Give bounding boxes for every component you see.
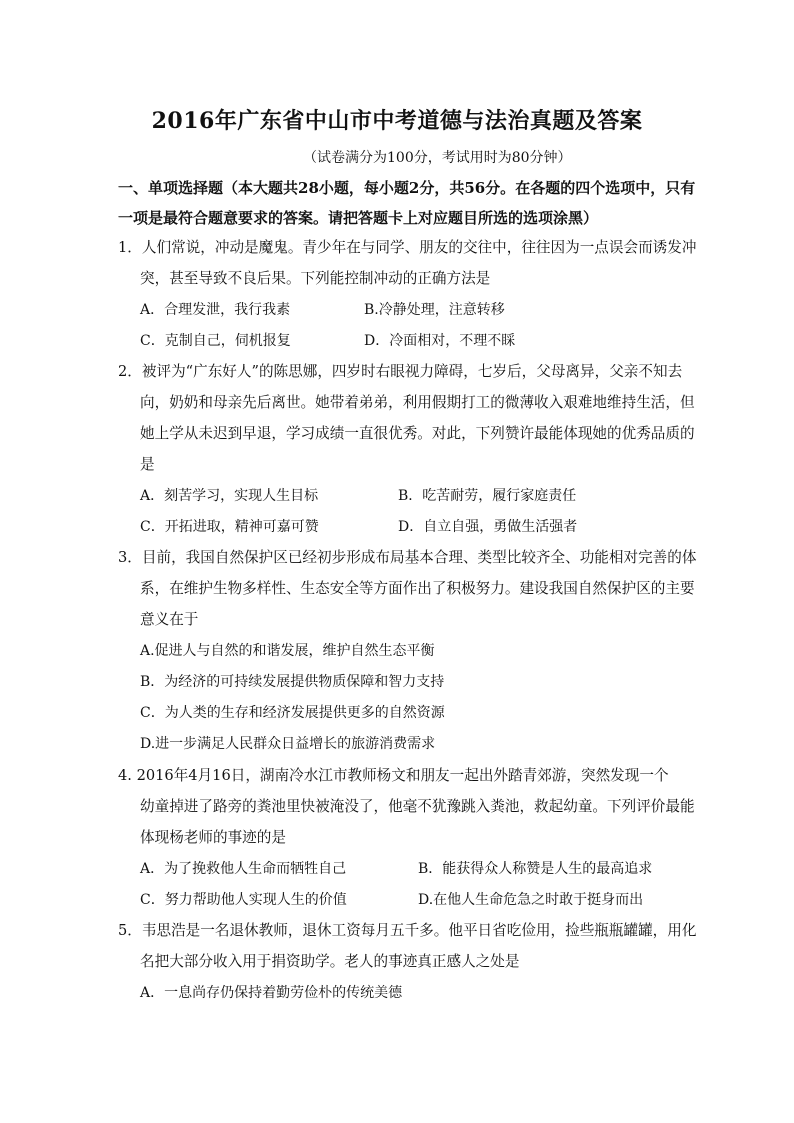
question-1-option-c: C．克制自己，伺机报复 bbox=[140, 333, 291, 349]
question-2-text: 2．被评为“广东好人”的陈思娜，四岁时右眼视力障碍，七岁后，父母离异，父亲不知去 bbox=[118, 363, 683, 380]
question-5-text: 5．韦思浩是一名退休教师，退休工资每月五千多。他平日省吃俭用，捡些瓶瓶罐罐，用化 bbox=[118, 922, 697, 939]
question-3-option-c: C．为人类的生存和经济发展提供更多的自然资源 bbox=[140, 705, 445, 721]
question-4-option-b: B．能获得众人称赞是人生的最高追求 bbox=[418, 861, 653, 877]
question-2-option-b: B．吃苦耐劳，履行家庭责任 bbox=[398, 488, 577, 504]
section-heading-line-2: 一项是最符合题意要求的答案。请把答题卡上对应题目所选的选项涂黑） bbox=[118, 209, 599, 227]
question-3-text: 3．目前，我国自然保护区已经初步形成布局基本合理、类型比较齐全、功能相对完善的体 bbox=[118, 549, 697, 566]
question-2-text: 是 bbox=[140, 456, 155, 473]
question-2-text: 向，奶奶和母亲先后离世。她带着弟弟，利用假期打工的微薄收入艰难地维持生活，但 bbox=[140, 394, 695, 411]
question-2-option-c: C．开拓进取，精神可嘉可赞 bbox=[140, 519, 319, 535]
question-1-text: 1．人们常说，冲动是魔鬼。青少年在与同学、朋友的交往中，往往因为一点误会而诱发冲 bbox=[118, 239, 697, 256]
question-4-option-a: A．为了挽救他人生命而牺牲自己 bbox=[140, 861, 347, 877]
question-1-option-d: D．冷面相对，不理不睬 bbox=[364, 333, 516, 349]
question-2-option-a: A．刻苦学习，实现人生目标 bbox=[140, 488, 319, 504]
question-3-option-b: B．为经济的可持续发展提供物质保障和智力支持 bbox=[140, 674, 445, 690]
question-1-option-b: B.冷静处理，注意转移 bbox=[364, 302, 505, 318]
question-1-text: 突，甚至导致不良后果。下列能控制冲动的正确方法是 bbox=[140, 270, 491, 287]
question-2-text: 她上学从未迟到早退，学习成绩一直很优秀。对此，下列赞许最能体现她的优秀品质的 bbox=[140, 425, 695, 442]
question-4-option-c: C．努力帮助他人实现人生的价值 bbox=[140, 892, 347, 908]
question-1-option-a: A．合理发泄，我行我素 bbox=[140, 302, 291, 318]
question-4-text: 幼童掉进了路旁的粪池里快被淹没了，他毫不犹豫跳入粪池，救起幼童。下列评价最能 bbox=[140, 798, 695, 815]
question-4-text: 体现杨老师的事迹的是 bbox=[140, 829, 286, 846]
question-3-text: 系，在维护生物多样性、生态安全等方面作出了积极努力。建设我国自然保护区的主要 bbox=[140, 580, 695, 597]
question-5-text: 名把大部分收入用于捐资助学。老人的事迹真正感人之处是 bbox=[140, 953, 520, 970]
question-3-text: 意义在于 bbox=[140, 611, 199, 628]
question-3-option-d: D.进一步满足人民群众日益增长的旅游消费需求 bbox=[140, 736, 436, 752]
page-title: 2016年广东省中山市中考道德与法治真题及答案 bbox=[151, 108, 643, 134]
question-2-option-d: D．自立自强，勇做生活强者 bbox=[398, 519, 578, 535]
question-5-option-a: A．一息尚存仍保持着勤劳俭朴的传统美德 bbox=[140, 985, 403, 1001]
question-3-option-a: A.促进人与自然的和谐发展，维护自然生态平衡 bbox=[140, 643, 435, 659]
exam-info: （试卷满分为100分，考试用时为80分钟） bbox=[303, 150, 572, 166]
question-4-text: 4. 2016年4月16日，湖南冷水江市教师杨文和朋友一起出外踏青郊游，突然发现一个 bbox=[118, 767, 669, 784]
question-4-option-d: D.在他人生命危急之时敢于挺身而出 bbox=[418, 892, 644, 908]
section-heading-line-1: 一、单项选择题（本大题共28小题，每小题2分，共56分。在各题的四个选项中，只有 bbox=[118, 179, 696, 197]
